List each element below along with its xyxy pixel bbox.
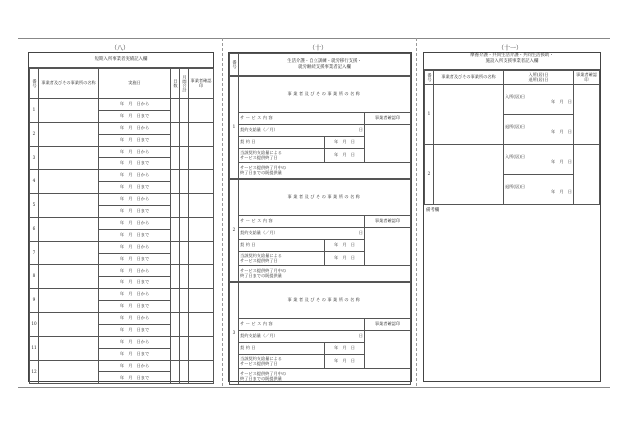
date-to-cell[interactable]: 年 月 日まで: [99, 182, 171, 194]
move-out-label: 退所(居)日: [505, 183, 526, 189]
date-to-cell[interactable]: 年 月 日まで: [99, 110, 171, 122]
col-monthly-header: 月間合計: [180, 69, 189, 99]
confirm-cell[interactable]: [189, 99, 214, 123]
monthly-cell[interactable]: [180, 336, 189, 360]
contract-amount-label[interactable]: [239, 331, 365, 343]
contract-date-label: 契約日: [239, 240, 325, 252]
contract-amount-text: 契約支給量（／月）: [240, 230, 278, 236]
contract-amount-label[interactable]: [239, 125, 365, 137]
right-move-out-header: 退所(居)日: [528, 76, 549, 82]
contract-amount-text: 契約支給量（／月）: [240, 127, 278, 133]
day-unit: 日: [358, 127, 363, 133]
confirm-cell[interactable]: [189, 194, 214, 218]
end-date-label-line2: サービス提供終了日: [240, 360, 278, 366]
contract-date-label: 契約日: [239, 137, 325, 149]
days-cell[interactable]: [171, 99, 180, 123]
monthly-cell[interactable]: [180, 194, 189, 218]
col-days-header: 日数: [171, 69, 180, 99]
provider-cell[interactable]: [39, 289, 99, 313]
col-no-header: 番号: [30, 69, 39, 99]
end-date-label-line1: 当該契約支給量による: [240, 252, 282, 258]
provider-cell[interactable]: [39, 217, 99, 241]
end-date-label-line2: サービス提供終了日: [240, 257, 278, 263]
short-stay-row: [30, 336, 214, 348]
row-number: 8: [30, 265, 39, 289]
provider-cell[interactable]: [39, 194, 99, 218]
end-date-value[interactable]: 年 月 日: [325, 149, 365, 163]
provider-cell[interactable]: [39, 336, 99, 360]
short-stay-table: [29, 68, 214, 384]
end-date-label-line1: 当該契約支給量による: [240, 149, 282, 155]
remaining-label-line2: 終了日までの既提供量: [240, 169, 282, 175]
remaining-label-line1: サービス提供終了月中の: [240, 267, 287, 273]
col-provider-header: 事業者及びその事業所の名称: [39, 69, 99, 99]
days-cell[interactable]: [171, 313, 180, 337]
short-stay-row: [30, 122, 214, 134]
block-confirm-label: 事業者確認印: [365, 216, 411, 228]
move-in-cell[interactable]: [504, 85, 574, 115]
days-cell[interactable]: [171, 336, 180, 360]
fold-line-1: [222, 38, 223, 386]
col-confirm-header: 事業者確認印: [189, 69, 214, 99]
row-number: 5: [30, 194, 39, 218]
row-number: 1: [30, 99, 39, 123]
contract-amount-label[interactable]: [239, 228, 365, 240]
move-out-date: 年 月 日: [551, 128, 572, 134]
row-number: 11: [30, 336, 39, 360]
provider-cell[interactable]: [39, 146, 99, 170]
provider-cell[interactable]: [39, 122, 99, 146]
service-content-label[interactable]: サービス内容: [239, 113, 365, 125]
contract-date-label: 契約日: [239, 343, 325, 355]
day-unit: 日: [358, 230, 363, 236]
daytime-service-block: [229, 282, 411, 385]
daytime-service-title: [239, 54, 411, 76]
row-number: 10: [30, 313, 39, 337]
block-confirm-cell[interactable]: [365, 331, 411, 369]
remaining-label-line1: サービス提供終了月中の: [240, 164, 287, 170]
residential-title: [424, 53, 600, 70]
contract-date-value[interactable]: 年 月 日: [325, 137, 365, 149]
daytime-service-header: [229, 53, 411, 76]
monthly-cell[interactable]: [180, 99, 189, 123]
move-in-label: 入所(居)日: [505, 153, 526, 159]
date-from-cell[interactable]: 年 月 日から: [99, 336, 171, 348]
days-cell[interactable]: [171, 146, 180, 170]
date-from-cell[interactable]: 年 月 日から: [99, 99, 171, 111]
date-from-cell[interactable]: 年 月 日から: [99, 122, 171, 134]
remaining-label[interactable]: [239, 163, 411, 179]
block-number: 2: [230, 180, 239, 282]
residential-confirm-cell[interactable]: [574, 145, 600, 205]
short-stay-row: [30, 217, 214, 229]
section-label-11: （十一）: [497, 45, 522, 52]
remaining-label-line1: サービス提供終了月中の: [240, 370, 287, 376]
monthly-cell[interactable]: [180, 122, 189, 146]
right-move-in-header: 入所(居)日: [528, 71, 549, 77]
block-provider-label[interactable]: 事業者及びその事業所の名称: [239, 180, 411, 216]
row-number: 6: [30, 217, 39, 241]
days-cell[interactable]: [171, 360, 180, 384]
residential-title-line2: 施設入所支援事業者記入欄: [485, 58, 539, 64]
short-stay-row: [30, 360, 214, 372]
right-col-confirm-header: 事業者確認印: [574, 71, 600, 85]
days-cell[interactable]: [171, 241, 180, 265]
remaining-label[interactable]: [239, 369, 411, 385]
block-confirm-label: 事業者確認印: [365, 113, 411, 125]
right-col-no-header: 番号: [425, 71, 434, 85]
col-date-header: 実施日: [99, 69, 171, 99]
monthly-cell[interactable]: [180, 313, 189, 337]
section-label-8: （八）: [110, 45, 129, 52]
contract-date-value[interactable]: 年 月 日: [325, 343, 365, 355]
right-col-dates-header: [504, 71, 574, 85]
date-to-cell[interactable]: 年 月 日まで: [99, 229, 171, 241]
short-stay-row: [30, 99, 214, 111]
daytime-service-block: [229, 179, 411, 282]
date-to-cell[interactable]: 年 月 日まで: [99, 348, 171, 360]
block-provider-label[interactable]: 事業者及びその事業所の名称: [239, 77, 411, 113]
residential-row-number: 1: [425, 85, 434, 145]
provider-cell[interactable]: [39, 313, 99, 337]
block-confirm-cell[interactable]: [365, 125, 411, 163]
days-cell[interactable]: [171, 217, 180, 241]
move-out-date: 年 月 日: [551, 188, 572, 194]
residential-provider-cell[interactable]: [434, 145, 504, 205]
day-unit: 日: [358, 333, 363, 339]
short-stay-row: [30, 170, 214, 182]
short-stay-row: [30, 194, 214, 206]
row-number: 4: [30, 170, 39, 194]
right-col-provider-header: 事業者及びその事業所の名称: [434, 71, 504, 85]
days-cell[interactable]: [171, 170, 180, 194]
date-to-cell[interactable]: 年 月 日まで: [99, 134, 171, 146]
residential-row: [425, 85, 600, 115]
contract-date-value[interactable]: 年 月 日: [325, 240, 365, 252]
monthly-cell[interactable]: [180, 217, 189, 241]
days-cell[interactable]: [171, 194, 180, 218]
date-to-cell[interactable]: 年 月 日まで: [99, 253, 171, 265]
monthly-cell[interactable]: [180, 146, 189, 170]
confirm-cell[interactable]: [189, 146, 214, 170]
residential-confirm-cell[interactable]: [574, 85, 600, 145]
residential-row-number: 2: [425, 145, 434, 205]
confirm-cell[interactable]: [189, 265, 214, 289]
date-to-cell[interactable]: 年 月 日まで: [99, 277, 171, 289]
move-in-date: 年 月 日: [551, 98, 572, 104]
remaining-label-line2: 終了日までの既提供量: [240, 272, 282, 278]
section-label-10: （十）: [308, 45, 327, 52]
date-to-cell[interactable]: 年 月 日まで: [99, 324, 171, 336]
row-number: 3: [30, 146, 39, 170]
provider-cell[interactable]: [39, 99, 99, 123]
date-from-cell[interactable]: 年 月 日から: [99, 146, 171, 158]
date-from-cell[interactable]: 年 月 日から: [99, 265, 171, 277]
end-date-label: [239, 149, 325, 163]
confirm-cell[interactable]: [189, 122, 214, 146]
block-provider-label[interactable]: 事業者及びその事業所の名称: [239, 283, 411, 319]
monthly-cell[interactable]: [180, 170, 189, 194]
contract-amount-text: 契約支給量（／月）: [240, 333, 278, 339]
end-date-label: [239, 252, 325, 266]
provider-cell[interactable]: [39, 170, 99, 194]
end-date-label-line2: サービス提供終了日: [240, 154, 278, 160]
residential-row: [425, 145, 600, 175]
monthly-cell[interactable]: [180, 360, 189, 384]
short-stay-row: [30, 289, 214, 301]
monthly-cell[interactable]: [180, 241, 189, 265]
short-stay-row: [30, 265, 214, 277]
residential-provider-cell[interactable]: [434, 85, 504, 145]
block-number: 1: [230, 77, 239, 179]
date-from-cell[interactable]: 年 月 日から: [99, 289, 171, 301]
daytime-service-panel: [228, 52, 412, 382]
remaining-label[interactable]: [239, 266, 411, 282]
row-number: 2: [30, 122, 39, 146]
block-number: 3: [230, 283, 239, 385]
confirm-cell[interactable]: [189, 360, 214, 384]
date-from-cell[interactable]: 年 月 日から: [99, 313, 171, 325]
short-stay-row: [30, 146, 214, 158]
daytime-service-block: [229, 76, 411, 179]
daytime-title-line1: 生活介護・自立訓練・就労移行支援・: [287, 58, 362, 64]
monthly-cell[interactable]: [180, 265, 189, 289]
end-date-value[interactable]: 年 月 日: [325, 252, 365, 266]
move-out-label: 退所(居)日: [505, 123, 526, 129]
date-from-cell[interactable]: 年 月 日から: [99, 241, 171, 253]
date-from-cell[interactable]: 年 月 日から: [99, 217, 171, 229]
residential-title-line1: 療養介護・共同生活介護・共同生活援助・: [470, 53, 554, 58]
provider-cell[interactable]: [39, 241, 99, 265]
daytime-title-line2: 就労継続支援事業者記入欄: [298, 64, 351, 70]
residential-table: [424, 70, 600, 205]
end-date-label: [239, 355, 325, 369]
move-in-date: 年 月 日: [551, 158, 572, 164]
date-to-cell[interactable]: 年 月 日まで: [99, 206, 171, 218]
move-out-cell[interactable]: [504, 115, 574, 145]
move-in-cell[interactable]: [504, 145, 574, 175]
fold-line-2: [416, 38, 417, 386]
block-confirm-label: 事業者確認印: [365, 319, 411, 331]
notes-label: 備考欄: [426, 208, 440, 213]
date-to-cell[interactable]: 年 月 日まで: [99, 301, 171, 313]
confirm-cell[interactable]: [189, 170, 214, 194]
move-out-cell[interactable]: [504, 175, 574, 205]
confirm-cell[interactable]: [189, 336, 214, 360]
end-date-label-line1: 当該契約支給量による: [240, 355, 282, 361]
end-date-value[interactable]: 年 月 日: [325, 355, 365, 369]
confirm-cell[interactable]: [189, 289, 214, 313]
date-from-cell[interactable]: 年 月 日から: [99, 360, 171, 372]
residential-service-panel: [423, 52, 601, 382]
provider-cell[interactable]: [39, 265, 99, 289]
days-cell[interactable]: [171, 265, 180, 289]
short-stay-panel: [28, 52, 214, 382]
move-in-label: 入所(居)日: [505, 93, 526, 99]
service-content-label[interactable]: サービス内容: [239, 216, 365, 228]
monthly-cell[interactable]: [180, 289, 189, 313]
date-to-cell[interactable]: 年 月 日まで: [99, 372, 171, 384]
row-number: 9: [30, 289, 39, 313]
days-cell[interactable]: [171, 122, 180, 146]
row-number: 7: [30, 241, 39, 265]
confirm-cell[interactable]: [189, 241, 214, 265]
row-number: 12: [30, 360, 39, 384]
short-stay-title: 短期入所事業者実績記入欄: [29, 53, 213, 68]
confirm-cell[interactable]: [189, 313, 214, 337]
service-content-label[interactable]: サービス内容: [239, 319, 365, 331]
daytime-service-blocks: [229, 76, 411, 385]
short-stay-row: [30, 241, 214, 253]
remaining-label-line2: 終了日までの既提供量: [240, 375, 282, 381]
date-to-cell[interactable]: 年 月 日まで: [99, 158, 171, 170]
short-stay-row: [30, 313, 214, 325]
confirm-cell[interactable]: [189, 217, 214, 241]
days-cell[interactable]: [171, 289, 180, 313]
provider-cell[interactable]: [39, 360, 99, 384]
date-from-cell[interactable]: 年 月 日から: [99, 170, 171, 182]
block-confirm-cell[interactable]: [365, 228, 411, 266]
middle-col-no-header: 番号: [230, 54, 239, 76]
date-from-cell[interactable]: 年 月 日から: [99, 194, 171, 206]
